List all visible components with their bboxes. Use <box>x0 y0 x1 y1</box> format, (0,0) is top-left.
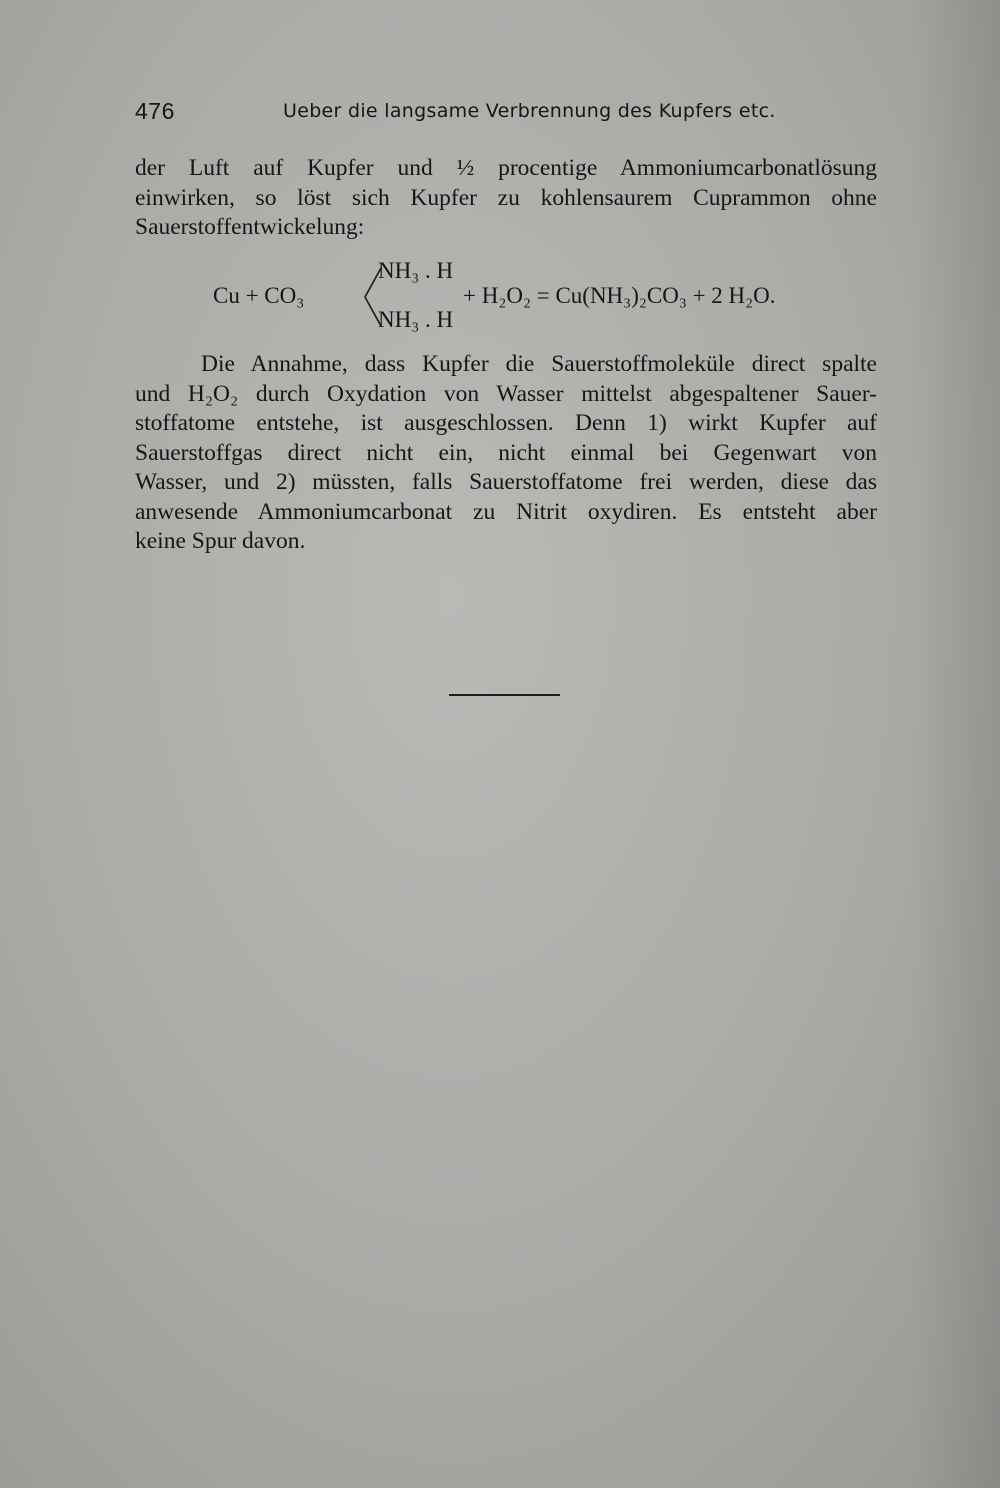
paragraph-2 <box>135 350 877 557</box>
text-line: anwesende Ammoniumcarbonat zu Nitrit oxydiren. Es entsteht aber <box>135 498 877 525</box>
equation-lower-group: NH₃ . H <box>378 307 454 332</box>
text-line: keine Spur davon. <box>135 528 306 554</box>
chemical-equation <box>213 258 813 338</box>
page-edge-shadow <box>910 0 1000 1488</box>
equation-right-side: + H₂O₂ = Cu(NH₃)₂CO₃ + 2 H₂O. <box>463 283 776 308</box>
text-line: stoffatome entstehe, ist ausgeschlossen. Denn 1) wirkt Kupfer auf <box>135 410 877 436</box>
text-line: Sauerstoffentwickelung: <box>135 214 365 240</box>
text-line: Die Annahme, dass Kupfer die Sauerstoffmoleküle direct spalte <box>201 351 877 377</box>
section-separator-rule <box>449 694 560 696</box>
text-line: Wasser, und 2) müssten, falls Sauerstoffatome frei werden, diese das <box>135 469 877 495</box>
page-header <box>135 98 877 130</box>
text-line: der Luft auf Kupfer und ½ procentige Ammoniumcarbonatlösung <box>135 155 877 181</box>
text-line: Sauerstoffgas direct nicht ein, nicht einmal bei Gegenwart von <box>135 439 877 466</box>
text-line: einwirken, so löst sich Kupfer zu kohlensaurem Cuprammon ohne <box>135 184 877 211</box>
running-title: Ueber die langsame Verbrennung des Kupfers etc. <box>283 100 776 122</box>
equation-upper-group: NH₃ . H <box>378 258 454 283</box>
equation-left-side: Cu + CO₃ <box>213 283 305 308</box>
paragraph-1 <box>135 154 877 243</box>
page-number: 476 <box>135 98 175 124</box>
text-line: und H₂O₂ durch Oxydation von Wasser mittelst abgespaltener Sauer- <box>135 380 877 407</box>
